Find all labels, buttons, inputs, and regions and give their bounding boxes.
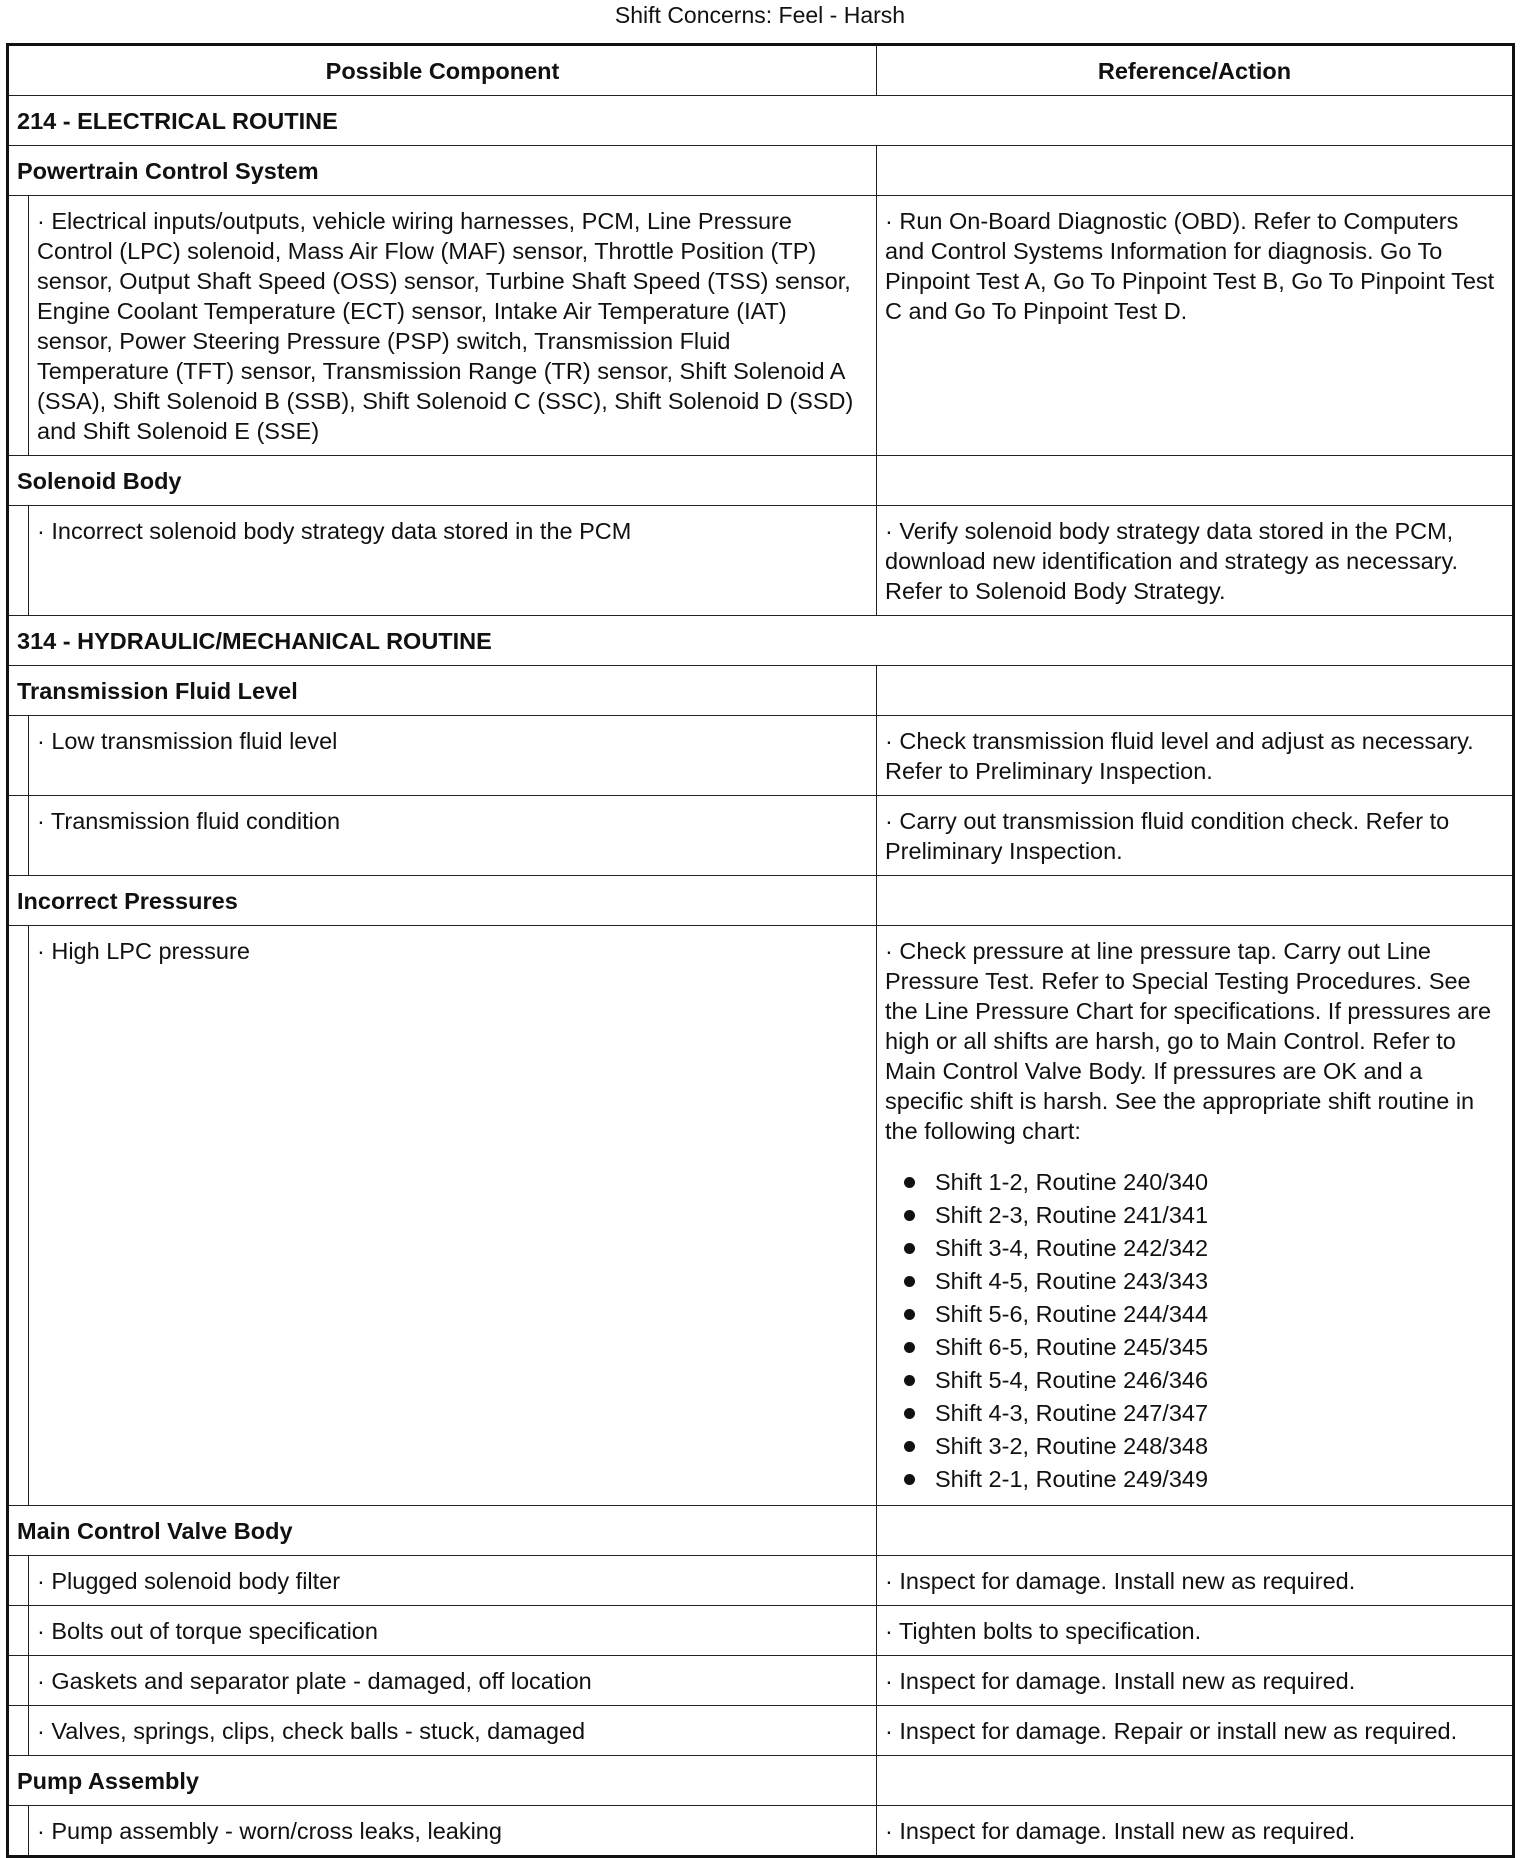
- bullet-icon: [904, 1177, 915, 1188]
- subsection-title: Main Control Valve Body: [8, 1506, 877, 1556]
- table-row: [8, 716, 1514, 796]
- list-item-text: Shift 3-2, Routine 248/348: [935, 1433, 1209, 1459]
- table-header-row: [8, 45, 1514, 96]
- component-cell: · Gaskets and separator plate - damaged, off location: [29, 1656, 877, 1706]
- table-row: [8, 1656, 1514, 1706]
- indent-cell: [8, 1556, 29, 1606]
- indent-cell: [8, 196, 29, 456]
- subsection-title: Pump Assembly: [8, 1756, 877, 1806]
- list-item-text: Shift 2-1, Routine 249/349: [935, 1466, 1209, 1492]
- indent-cell: [8, 1656, 29, 1706]
- indent-cell: [8, 506, 29, 616]
- indent-cell: [8, 926, 29, 1506]
- action-cell: [877, 1706, 1514, 1756]
- action-cell: [877, 1606, 1514, 1656]
- indent-cell: [8, 1606, 29, 1656]
- section-row: [8, 96, 1514, 146]
- bullet-icon: [904, 1243, 915, 1254]
- table-row: [8, 1806, 1514, 1857]
- subsection-row: [8, 146, 1514, 196]
- action-cell: [877, 926, 1514, 1506]
- action-text: · Inspect for damage. Install new as required.: [885, 1818, 1356, 1844]
- bullet-icon: [904, 1309, 915, 1320]
- list-item: [901, 1232, 1504, 1265]
- action-text: · Inspect for damage. Install new as required.: [885, 1668, 1356, 1694]
- action-cell: [877, 1806, 1514, 1857]
- list-item: [901, 1298, 1504, 1331]
- list-item-text: Shift 1-2, Routine 240/340: [935, 1169, 1209, 1195]
- table-row: [8, 506, 1514, 616]
- subsection-action-cell: [877, 456, 1514, 506]
- list-item-text: Shift 4-5, Routine 243/343: [935, 1268, 1209, 1294]
- list-item-text: Shift 4-3, Routine 247/347: [935, 1400, 1209, 1426]
- list-item: [901, 1397, 1504, 1430]
- table-row: [8, 1606, 1514, 1656]
- bullet-icon: [904, 1474, 915, 1485]
- diagnosis-table: [6, 43, 1515, 1858]
- action-cell: [877, 196, 1514, 456]
- action-text: · Verify solenoid body strategy data stored in the PCM, download new identification and strategy as necessary. Refer to Solenoid Body Strategy.: [885, 518, 1459, 604]
- subsection-row: [8, 666, 1514, 716]
- list-item: [901, 1166, 1504, 1199]
- list-item: [901, 1364, 1504, 1397]
- action-cell: [877, 506, 1514, 616]
- action-cell: [877, 716, 1514, 796]
- action-text: · Check transmission fluid level and adjust as necessary. Refer to Preliminary Inspection.: [885, 728, 1474, 784]
- bullet-icon: [904, 1408, 915, 1419]
- list-item: [901, 1199, 1504, 1232]
- action-cell: [877, 1656, 1514, 1706]
- action-text: · Tighten bolts to specification.: [885, 1618, 1202, 1644]
- subsection-action-cell: [877, 146, 1514, 196]
- subsection-title: Solenoid Body: [8, 456, 877, 506]
- component-cell: · Plugged solenoid body filter: [29, 1556, 877, 1606]
- bullet-icon: [904, 1276, 915, 1287]
- subsection-action-cell: [877, 666, 1514, 716]
- action-text: · Inspect for damage. Install new as required.: [885, 1568, 1356, 1594]
- list-item-text: Shift 5-6, Routine 244/344: [935, 1301, 1209, 1327]
- list-item: [901, 1463, 1504, 1496]
- action-text: · Check pressure at line pressure tap. Carry out Line Pressure Test. Refer to Special Testing Procedures. See the Line Pressure Chart for specifications. If pressures are high or all shifts are harsh, go to Main Control. Refer to Main Control Valve Body. If pressures are OK and a specific shift is harsh. See the appropriate shift routine in the following chart:: [885, 938, 1492, 1144]
- table-body: [8, 96, 1514, 1857]
- bullet-icon: [904, 1375, 915, 1386]
- column-header-component: Possible Component: [8, 45, 877, 96]
- subsection-row: [8, 1506, 1514, 1556]
- list-item: [901, 1430, 1504, 1463]
- list-item-text: Shift 6-5, Routine 245/345: [935, 1334, 1209, 1360]
- component-cell: · Low transmission fluid level: [29, 716, 877, 796]
- list-item-text: Shift 2-3, Routine 241/341: [935, 1202, 1209, 1228]
- indent-cell: [8, 796, 29, 876]
- table-row: [8, 1556, 1514, 1606]
- section-title: 214 - ELECTRICAL ROUTINE: [8, 96, 1514, 146]
- subsection-row: [8, 876, 1514, 926]
- list-item-text: Shift 3-4, Routine 242/342: [935, 1235, 1209, 1261]
- subsection-action-cell: [877, 876, 1514, 926]
- page-title: Shift Concerns: Feel - Harsh: [614, 2, 906, 28]
- subsection-title: Incorrect Pressures: [8, 876, 877, 926]
- action-cell: [877, 796, 1514, 876]
- bullet-icon: [904, 1342, 915, 1353]
- subsection-title: Transmission Fluid Level: [8, 666, 877, 716]
- indent-cell: [8, 1706, 29, 1756]
- table-row: [8, 796, 1514, 876]
- component-cell: · Bolts out of torque specification: [29, 1606, 877, 1656]
- component-cell: · Valves, springs, clips, check balls - stuck, damaged: [29, 1706, 877, 1756]
- action-cell: [877, 1556, 1514, 1606]
- action-text: · Inspect for damage. Repair or install new as required.: [885, 1718, 1458, 1744]
- subsection-action-cell: [877, 1756, 1514, 1806]
- table-row: [8, 926, 1514, 1506]
- shift-routine-list: [901, 1166, 1504, 1496]
- section-row: [8, 616, 1514, 666]
- section-title: 314 - HYDRAULIC/MECHANICAL ROUTINE: [8, 616, 1514, 666]
- list-item: [901, 1331, 1504, 1364]
- subsection-title: Powertrain Control System: [8, 146, 877, 196]
- table-row: [8, 1706, 1514, 1756]
- subsection-row: [8, 1756, 1514, 1806]
- subsection-row: [8, 456, 1514, 506]
- action-text: · Carry out transmission fluid condition check. Refer to Preliminary Inspection.: [885, 808, 1450, 864]
- column-header-action: Reference/Action: [877, 45, 1514, 96]
- subsection-action-cell: [877, 1506, 1514, 1556]
- component-cell: · Incorrect solenoid body strategy data stored in the PCM: [29, 506, 877, 616]
- indent-cell: [8, 716, 29, 796]
- bullet-icon: [904, 1210, 915, 1221]
- list-item: [901, 1265, 1504, 1298]
- component-cell: · High LPC pressure: [29, 926, 877, 1506]
- component-cell: · Transmission fluid condition: [29, 796, 877, 876]
- component-cell: · Electrical inputs/outputs, vehicle wiring harnesses, PCM, Line Pressure Control (LPC) solenoid, Mass Air Flow (MAF) sensor, Throttle Position (TP) sensor, Output Shaft Speed (OSS) sensor, Turbine Shaft Speed (TSS) sensor, Engine Coolant Temperature (ECT) sensor, Intake Air Temperature (IAT) sensor, Power Steering Pressure (PSP) switch, Transmission Fluid Temperature (TFT) sensor, Transmission Range (TR) sensor, Shift Solenoid A (SSA), Shift Solenoid B (SSB), Shift Solenoid C (SSC), Shift Solenoid D (SSD) and Shift Solenoid E (SSE): [29, 196, 877, 456]
- component-cell: · Pump assembly - worn/cross leaks, leaking: [29, 1806, 877, 1857]
- list-item-text: Shift 5-4, Routine 246/346: [935, 1367, 1209, 1393]
- indent-cell: [8, 1806, 29, 1857]
- action-text: · Run On-Board Diagnostic (OBD). Refer to Computers and Control Systems Information for diagnosis. Go To Pinpoint Test A, Go To Pinpoint Test B, Go To Pinpoint Test C and Go To Pinpoint Test D.: [885, 208, 1495, 324]
- bullet-icon: [904, 1441, 915, 1452]
- table-row: [8, 196, 1514, 456]
